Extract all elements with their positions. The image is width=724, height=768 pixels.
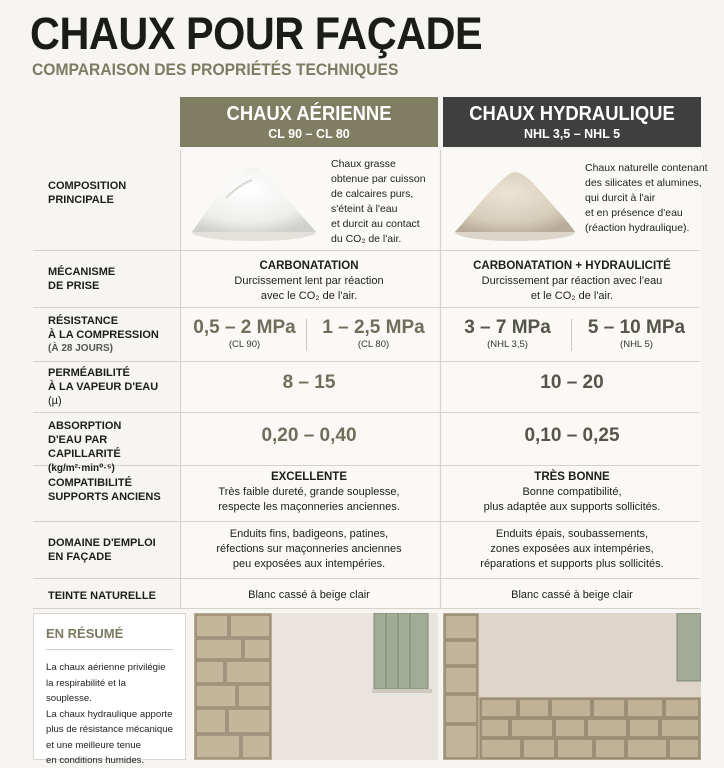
label-line: (À 28 JOURS) [48, 343, 114, 354]
text-line: Durcissement par réaction avec l'eau [481, 275, 663, 287]
row-divider [33, 578, 700, 579]
row-divider [33, 412, 700, 413]
label-line: ABSORPTION [48, 420, 122, 432]
summary-box [33, 613, 186, 766]
divider [440, 150, 441, 608]
summary-title: EN RÉSUMÉ [46, 626, 124, 641]
label-line: (µ) [48, 395, 62, 407]
row-divider [33, 361, 700, 362]
permeabilite-aerienne: 8 – 15 [282, 372, 336, 393]
label-line: SUPPORTS ANCIENS [48, 491, 161, 503]
text-line: du CO₂ de l'air. [331, 233, 402, 245]
column-header-hydraulique [443, 97, 701, 147]
text-line: et en présence d'eau [585, 207, 683, 219]
composition-desc-aerienne [331, 157, 426, 247]
text-line: réparations et supports plus sollicités. [480, 558, 664, 570]
resistance-cl90 [180, 317, 309, 350]
row-label-domaine [48, 536, 178, 564]
facade-photo-aerienne [194, 613, 438, 760]
text-line: Enduits épais, soubassements, [495, 528, 649, 540]
facade-photo-hydraulique [443, 613, 701, 760]
label-line: (kg/m²·min⁰·⁵) [48, 463, 115, 474]
label-line: COMPOSITION [48, 180, 127, 192]
text-line: peu exposées aux intempéries. [232, 558, 386, 570]
row-divider [33, 250, 700, 251]
row-label-compatibilite [48, 476, 178, 504]
cell-title: CARBONATATION [259, 260, 359, 272]
label-line: À LA VAPEUR D'EAU [48, 381, 159, 393]
text-line: qui durcit à l'air [585, 192, 656, 204]
domaine-hydraulique [443, 527, 701, 572]
label-line: RÉSISTANCE [48, 315, 119, 327]
absorption-aerienne: 0,20 – 0,40 [261, 425, 357, 446]
composition-desc-hydraulique [585, 161, 708, 236]
text-line: respecte les maçonneries anciennes. [218, 501, 400, 513]
domaine-aerienne [180, 527, 438, 572]
text-line: et une meilleure tenue [46, 739, 141, 751]
cell-title: EXCELLENTE [270, 471, 348, 483]
text-line: en conditions humides. [46, 755, 145, 766]
grade: (NHL 5) [620, 339, 653, 350]
text-line: La chaux aérienne privilégie [46, 662, 166, 673]
text-line: Durcissement lent par réaction [234, 275, 384, 287]
grade: (CL 90) [228, 339, 261, 350]
label-line: MÉCANISME [48, 266, 116, 278]
label-line: DOMAINE D'EMPLOI [48, 537, 156, 549]
label-line: COMPATIBILITÉ [48, 477, 132, 489]
mecanisme-aerienne [180, 259, 438, 304]
row-label-composition [48, 179, 178, 207]
column-subtitle-aerienne: CL 90 – CL 80 [268, 127, 350, 141]
label-line: EN FAÇADE [48, 551, 112, 563]
label-line: À LA COMPRESSION [48, 329, 159, 341]
cell-title: CARBONATATION + HYDRAULICITÉ [473, 260, 671, 272]
text-line: Chaux grasse [331, 158, 396, 170]
chalk-powder-pile-image [186, 158, 320, 244]
teinte-hydraulique: Blanc cassé à beige clair [511, 589, 633, 601]
label-line: PERMÉABILITÉ [48, 367, 130, 379]
absorption-hydraulique: 0,10 – 0,25 [524, 425, 620, 446]
compatibilite-hydraulique [443, 470, 701, 515]
row-divider [33, 307, 700, 308]
text-line: plus de résistance mécanique [46, 724, 173, 735]
summary-rule [46, 649, 173, 650]
row-label-absorption [48, 419, 178, 476]
text-line: zones exposées aux intempéries, [490, 543, 654, 555]
text-line: et durcit au contact [331, 218, 420, 230]
resistance-nhl35 [443, 317, 572, 350]
text-line: Chaux naturelle contenant [585, 162, 708, 174]
text-line: de calcaires purs, [331, 188, 414, 200]
text-line: Enduits fins, badigeons, patines, [229, 528, 389, 540]
resistance-nhl5 [572, 317, 701, 350]
mecanisme-hydraulique [443, 259, 701, 304]
value: 3 – 7 MPa [464, 317, 551, 338]
label-line: D'EAU PAR CAPILLARITÉ [48, 434, 121, 460]
column-subtitle-hydraulique: NHL 3,5 – NHL 5 [523, 127, 621, 141]
column-title-aerienne: CHAUX AÉRIENNE [226, 103, 392, 125]
row-divider [33, 521, 700, 522]
value: 5 – 10 MPa [587, 317, 686, 338]
permeabilite-hydraulique: 10 – 20 [540, 372, 604, 393]
page-title: CHAUX POUR FAÇADE [30, 8, 483, 59]
summary-text [46, 660, 173, 768]
row-label-permeabilite [48, 366, 178, 408]
value: 0,5 – 2 MPa [193, 317, 296, 338]
text-line: Très faible dureté, grande souplesse, [218, 486, 400, 498]
text-line: et le CO₂ de l'air. [530, 290, 614, 302]
row-divider [33, 608, 700, 609]
text-line: La chaux hydraulique apporte [46, 708, 173, 720]
text-line: (réaction hydraulique). [585, 222, 690, 234]
text-line: obtenue par cuisson [331, 173, 426, 185]
grade: (NHL 3,5) [487, 339, 528, 350]
text-line: Bonne compatibilité, [522, 486, 622, 498]
hydraulic-lime-powder-pile-image [449, 160, 579, 244]
text-line: la respirabilité et la souplesse. [46, 677, 126, 704]
text-line: des silicates et alumines, [585, 177, 702, 189]
row-label-mecanisme [48, 265, 178, 293]
cell-title: TRÈS BONNE [534, 471, 610, 483]
grade: (CL 80) [357, 339, 390, 350]
teinte-aerienne: Blanc cassé à beige clair [248, 589, 370, 601]
column-title-hydraulique: CHAUX HYDRAULIQUE [469, 103, 675, 125]
value: 1 – 2,5 MPa [322, 317, 425, 338]
text-line: avec le CO₂ de l'air. [260, 290, 358, 302]
compatibilite-aerienne [180, 470, 438, 515]
column-header-aerienne [180, 97, 438, 147]
page-subtitle: COMPARAISON DES PROPRIÉTÉS TECHNIQUES [32, 60, 399, 79]
row-label-resistance [48, 314, 178, 356]
text-line: réfections sur maçonneries anciennes [216, 543, 402, 555]
row-label-teinte: TEINTE NATURELLE [48, 590, 156, 602]
text-line: s'éteint à l'eau [331, 203, 398, 215]
divider [306, 319, 307, 351]
label-line: PRINCIPALE [48, 194, 114, 206]
label-line: DE PRISE [48, 280, 100, 292]
resistance-cl80 [309, 317, 438, 350]
text-line: plus adaptée aux supports sollicités. [483, 501, 661, 513]
